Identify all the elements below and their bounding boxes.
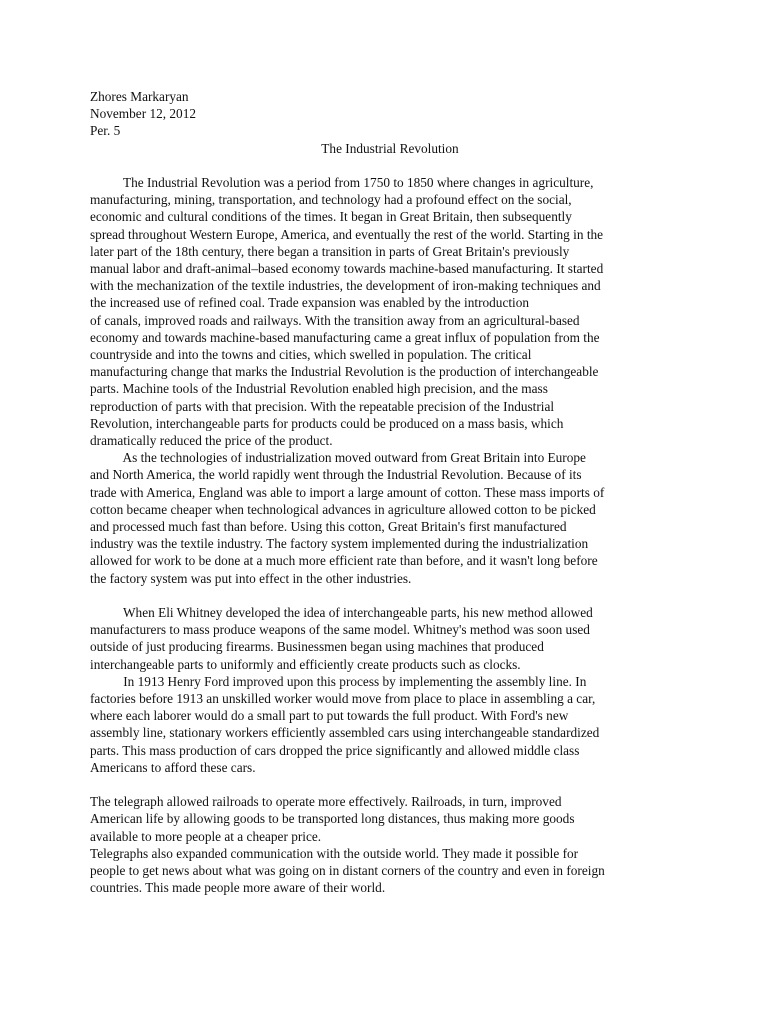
text-line: reproduction of parts with that precision. With the repeatable precision of the Industrial — [90, 398, 555, 414]
text-line: parts. Machine tools of the Industrial Revolution enabled high precision, and the mass — [90, 381, 548, 397]
text-line: Telegraphs also expanded communication with the outside world. They made it possible for — [90, 845, 579, 861]
text-line: allowed for work to be done at a much more efficient rate than before, and it wasn't long before — [90, 553, 598, 569]
spacer — [90, 776, 690, 793]
text-line: Americans to afford these cars. — [90, 759, 256, 775]
document-page — [90, 88, 690, 897]
text-line: the increased use of refined coal. Trade expansion was enabled by the introduction — [90, 295, 530, 311]
text-line: manual labor and draft-animal–based economy towards machine-based manufacturing. It started — [90, 261, 604, 277]
text-line: The Industrial Revolution was a period from 1750 to 1850 where changes in agriculture, — [90, 175, 594, 190]
text-line: economic and cultural conditions of the times. It began in Great Britain, then subsequently — [90, 209, 572, 225]
text-line: manufacturers to mass produce weapons of the same model. Whitney's method was soon used — [90, 622, 590, 638]
paragraph-4 — [90, 673, 690, 776]
text-line: people to get news about what was going on in distant corners of the country and even in foreign — [90, 863, 605, 879]
text-line: later part of the 18th century, there began a transition in parts of Great Britain's previously — [90, 243, 570, 259]
text-line: factories before 1913 an unskilled worker would move from place to place in assembling a car, — [90, 691, 596, 707]
document-title: The Industrial Revolution — [321, 140, 459, 156]
text-line: Revolution, interchangeable parts for products could be produced on a mass basis, which — [90, 415, 564, 431]
text-line: and processed much fast than before. Using this cotton, Great Britain's first manufactured — [90, 519, 567, 535]
text-line: American life by allowing goods to be transported long distances, thus making more goods — [90, 811, 575, 827]
text-line: parts. This mass production of cars dropped the price significantly and allowed middle class — [90, 742, 580, 758]
text-line: outside of just producing firearms. Businessmen began using machines that produced — [90, 639, 544, 655]
class-period: Per. 5 — [90, 123, 121, 139]
text-line: dramatically reduced the price of the product. — [90, 433, 333, 449]
document-date: November 12, 2012 — [90, 106, 196, 122]
text-line: available to more people at a cheaper price. — [90, 828, 322, 844]
spacer — [90, 587, 690, 604]
text-line: with the mechanization of the textile industries, the development of iron-making techniques and — [90, 278, 601, 294]
text-line: of canals, improved roads and railways. With the transition away from an agricultural-based — [90, 312, 580, 328]
paragraph-5 — [90, 793, 690, 845]
spacer — [90, 157, 690, 174]
text-line: cotton became cheaper when technological advances in agriculture allowed cotton to be picked — [90, 501, 596, 517]
text-line: industry was the textile industry. The factory system implemented during the industrialization — [90, 536, 589, 552]
paragraph-2 — [90, 449, 690, 587]
text-line: The telegraph allowed railroads to operate more effectively. Railroads, in turn, improved — [90, 794, 562, 810]
text-line: manufacturing change that marks the Industrial Revolution is the production of interchangeable — [90, 364, 599, 380]
paragraph-3 — [90, 604, 690, 673]
text-line: spread throughout Western Europe, America, and eventually the rest of the world. Starting in the — [90, 226, 604, 242]
text-line: trade with America, England was able to import a large amount of cotton. These mass imports of — [90, 484, 605, 500]
text-line: When Eli Whitney developed the idea of interchangeable parts, his new method allowed — [90, 605, 593, 621]
text-line: economy and towards machine-based manufacturing came a great influx of population from the — [90, 329, 600, 345]
text-line: In 1913 Henry Ford improved upon this process by implementing the assembly line. In — [90, 673, 587, 689]
text-line: assembly line, stationary workers efficiently assembled cars using interchangeable standardized — [90, 725, 600, 741]
author-name: Zhores Markaryan — [90, 89, 189, 104]
text-line: the factory system was put into effect in the other industries. — [90, 570, 412, 586]
paragraph-6 — [90, 845, 690, 897]
paragraph-1 — [90, 174, 690, 449]
text-line: As the technologies of industrialization moved outward from Great Britain into Europe — [90, 450, 586, 466]
text-line: where each laborer would do a small part to put towards the full product. With Ford's new — [90, 708, 569, 724]
text-line: countries. This made people more aware of their world. — [90, 880, 386, 896]
text-line: manufacturing, mining, transportation, and technology had a profound effect on the social, — [90, 192, 572, 208]
text-line: countryside and into the towns and cities, which swelled in population. The critical — [90, 347, 532, 363]
text-line: interchangeable parts to uniformly and efficiently create products such as clocks. — [90, 656, 521, 672]
text-line: and North America, the world rapidly went through the Industrial Revolution. Because of its — [90, 467, 582, 483]
